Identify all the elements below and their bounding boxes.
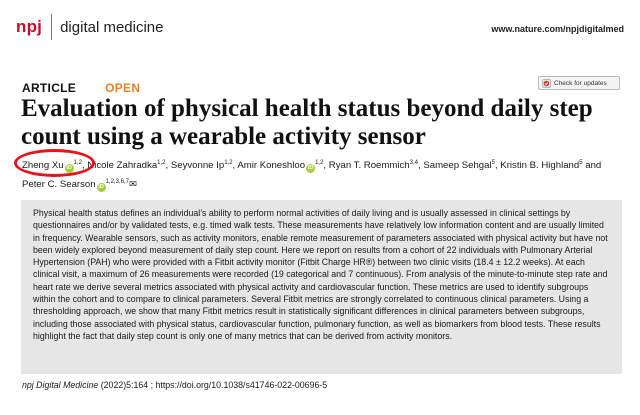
npj-logo: npj <box>16 17 43 36</box>
author-list <box>22 155 602 193</box>
journal-brand[interactable] <box>16 14 163 40</box>
author-affiliation: 1,2 <box>157 160 166 166</box>
abstract-text: Physical health status defines an individual’s ability to perform normal activities of daily living and is usually assessed in clinical settings by questionnaires and/or by validated tests, e.g. timed walk tests. These measurements have relatively low information content and are usually limited in frequency. Wearable sensors, such as activity monitors, enable remote measurement of parameters associated with physical activity but have not been widely explored beyond measurement of daily step count. Here we report on results from a cohort of 22 individuals with Pulmonary Arterial Hypertension (PAH) who were provided with a Fitbit activity monitor (Fitbit Charge HR®) between two clinic visits (18.4 ± 12.2 weeks). At each clinical visit, a maximum of 26 measurements were recorded (19 categorical and 7 continuous). From analysis of the minute-to-minute step rate and heart rate we derive several metrics associated with physical activity and cardiovascular function. These metrics are used to identify subgroups within the cohort and to compare to clinical parameters. Several Fitbit metrics are strongly correlated to continuous clinical parameters. Using a thresholding approach, we show that many Fitbit metrics result in statistically significant differences in clinical parameters between subgroups, including those associated with physical status, cardiovascular function, pulmonary function, as well as biomarkers from blood tests. These results highlight the fact that daily step count is only one of many metrics that can be derived from activity monitors. <box>33 208 608 341</box>
author-name[interactable]: Amir Koneshloo <box>237 160 306 171</box>
open-access-label: OPEN <box>105 81 141 95</box>
article-type-label: ARTICLE <box>22 81 77 95</box>
citation-details[interactable]: (2022)5:164 ; https://doi.org/10.1038/s41746-022-00696-5 <box>100 380 328 390</box>
check-for-updates-icon <box>542 79 551 88</box>
abstract-box <box>21 200 622 374</box>
journal-masthead <box>16 10 624 48</box>
author-name[interactable]: Ryan T. Roemmich <box>328 160 410 171</box>
orcid-icon[interactable]: iD <box>66 165 72 171</box>
citation-line <box>22 380 327 390</box>
author-separator: and <box>582 160 602 171</box>
author-separator: , <box>494 160 498 171</box>
article-title: Evaluation of physical health status beyond daily step count using a wearable activity sensor <box>21 95 593 150</box>
author-affiliation: 1,2 <box>315 160 324 166</box>
highlight-circle <box>14 149 95 177</box>
check-for-updates-label: Check for updates <box>554 79 607 87</box>
article-meta <box>22 81 140 95</box>
author-separator: , <box>165 160 169 171</box>
author-separator: , <box>323 160 327 171</box>
author-name[interactable]: Zheng Xu <box>22 160 64 171</box>
author-affiliation: 5 <box>491 160 495 166</box>
author-name[interactable]: Nicole Zahradka <box>87 160 158 171</box>
author-name[interactable]: Kristin B. Highland <box>500 160 580 171</box>
author-affiliation: 1,2 <box>224 160 233 166</box>
journal-name: digital medicine <box>60 18 164 36</box>
author-affiliation: 1,2,3,6,7 <box>105 179 129 185</box>
citation-journal: npj Digital Medicine <box>22 380 99 390</box>
author-affiliation: 5 <box>579 160 583 166</box>
corresponding-author-icon: ✉ <box>128 179 137 190</box>
journal-url[interactable]: www.nature.com/npjdigitalmed <box>491 24 624 34</box>
author-affiliation: 1,2 <box>73 160 82 166</box>
author-name[interactable]: Sameep Sehgal <box>423 160 492 171</box>
check-for-updates-button[interactable] <box>538 76 620 90</box>
author-separator: , <box>232 160 236 171</box>
author-separator: , <box>81 160 85 171</box>
author-name[interactable]: Peter C. Searson <box>22 179 96 190</box>
orcid-icon[interactable]: iD <box>98 184 104 190</box>
brand-divider <box>51 14 52 40</box>
orcid-icon[interactable]: iD <box>307 165 314 171</box>
author-separator: , <box>417 160 421 171</box>
author-name[interactable]: Seyvonne Ip <box>170 160 225 171</box>
author-affiliation: 3,4 <box>409 160 418 166</box>
